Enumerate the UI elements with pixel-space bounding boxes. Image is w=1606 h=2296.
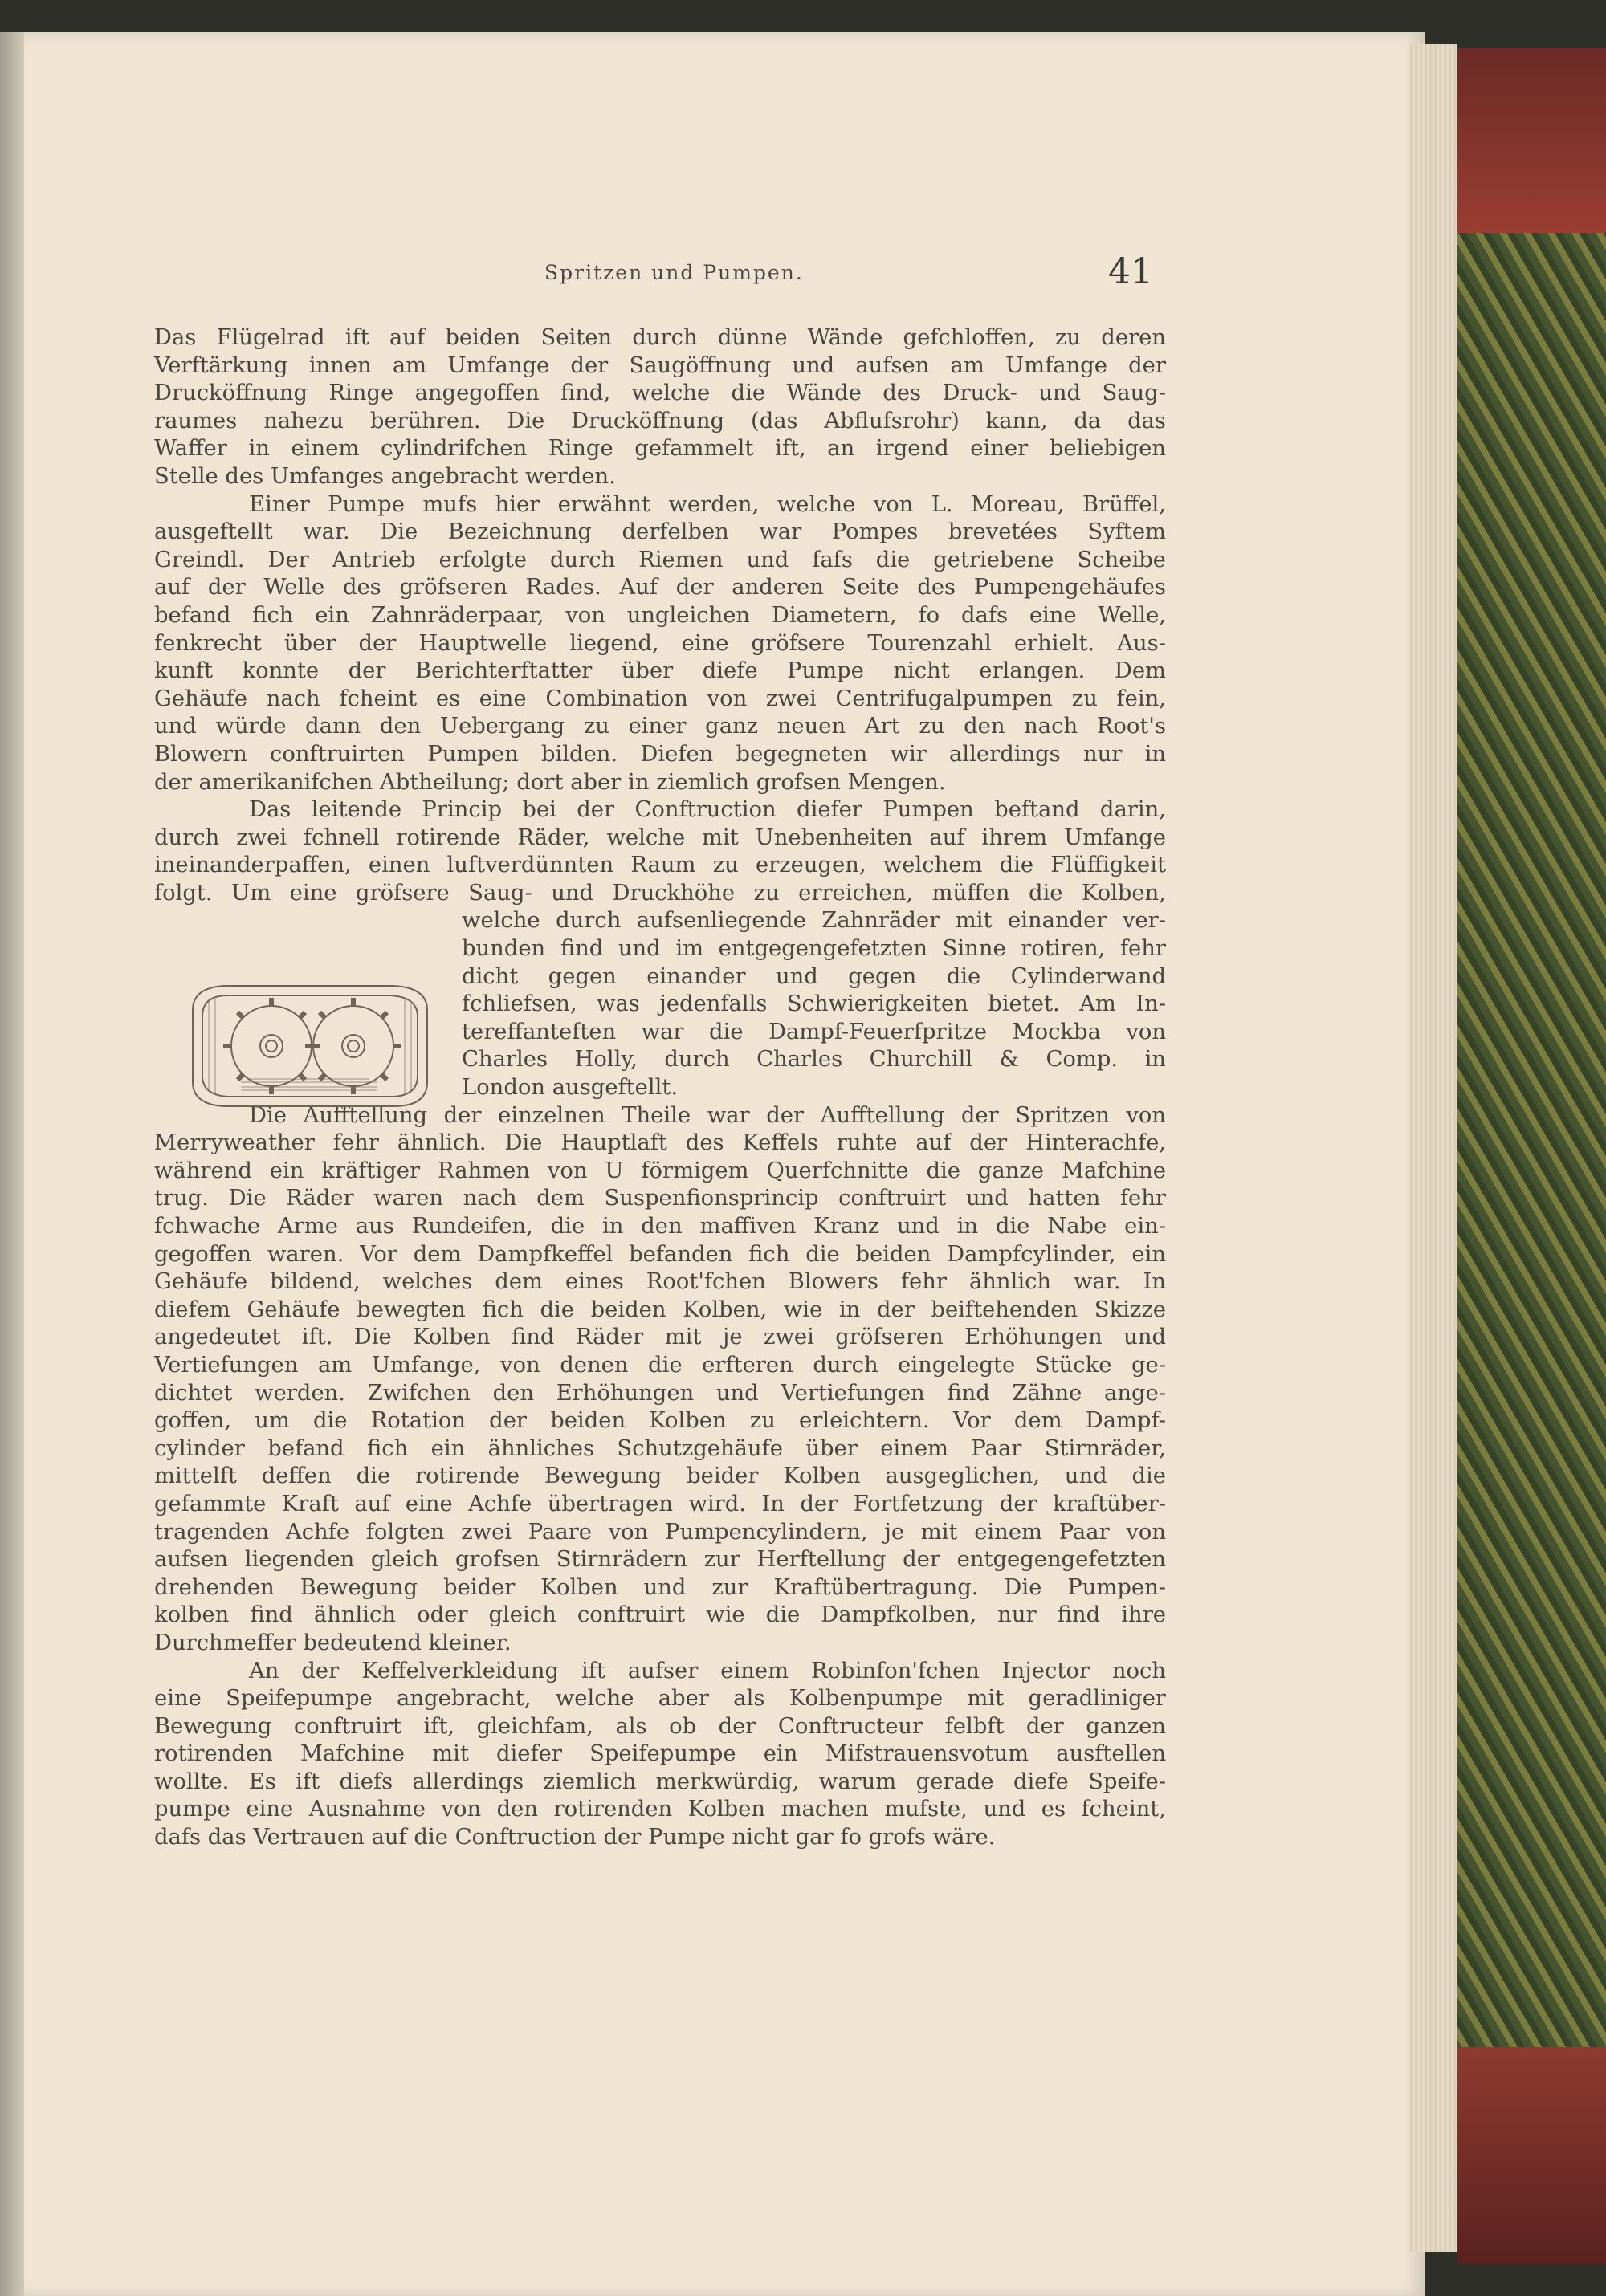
running-head: Spritzen und Pumpen. (544, 261, 804, 284)
text-line: durch zwei fchnell rotirende Räder, welche mit Unebenheiten auf ihrem Umfange (154, 824, 1166, 850)
text-line: und würde dann den Uebergang zu einer ganz neuen Art zu den nach Root's (154, 714, 1166, 739)
text-line: befand fich ein Zahnräderpaar, von ungleichen Diametern, fo dafs eine Welle, (154, 602, 1166, 628)
marbled-cover (1457, 48, 1606, 2264)
text-line: An der Keffelverkleidung ift aufser einem Robinfon'fchen Injector noch (249, 1658, 1166, 1683)
text-line: Gehäufe bildend, welches dem eines Root'fchen Blowers fehr ähnlich war. In (154, 1269, 1166, 1295)
text-line: während ein kräftiger Rahmen von U förmigem Querfchnitte die ganze Mafchine (154, 1158, 1166, 1183)
text-line: aufsen liegenden gleich grofsen Stirnrädern zur Herftellung der entgegengefetzten (154, 1547, 1166, 1573)
text-line: Drucköffnung Ringe angegoffen find, welche die Wände des Druck- und Saug- (154, 381, 1166, 406)
text-line: auf der Welle des gröfseren Rades. Auf der anderen Seite des Pumpengehäufes (154, 575, 1166, 600)
text-line: tragenden Achfe folgten zwei Paare von Pumpencylindern, je mit einem Paar von (154, 1519, 1166, 1545)
text-line: raumes nahezu berühren. Die Drucköffnung (das Abflufsrohr) kann, da das (154, 408, 1166, 434)
text-line: bunden find und im entgegengefetzten Sinne rotiren, fehr (462, 936, 1166, 962)
text-line: wollte. Es ift diefs allerdings ziemlich merkwürdig, warum gerade diefe Speife- (154, 1769, 1166, 1794)
text-line: Die Aufftellung der einzelnen Theile war der Aufftellung der Spritzen von (249, 1102, 1166, 1128)
gear-pump-sketch-icon (177, 978, 442, 1114)
text-line: Merryweather fehr ähnlich. Die Hauptlaft des Keffels ruhte auf der Hinterachfe, (154, 1130, 1166, 1156)
text-line: fchliefsen, was jedenfalls Schwierigkeiten bietet. Am In- (462, 991, 1166, 1017)
text-line: ausgeftellt war. Die Bezeichnung derfelben war Pompes brevetées Syftem (154, 519, 1166, 545)
text-line: Charles Holly, durch Charles Churchill & Comp. in (462, 1047, 1166, 1073)
text-line: dichtet werden. Zwifchen den Erhöhungen und Vertiefungen find Zähne ange- (154, 1380, 1166, 1406)
text-line: drehenden Bewegung beider Kolben und zur Kraftübertragung. Die Pumpen- (154, 1574, 1166, 1600)
text-line: cylinder befand fich ein ähnliches Schutzgehäufe über einem Paar Stirnräder, (154, 1435, 1166, 1461)
text-line: folgt. Um eine gröfsere Saug- und Druckhöhe zu erreichen, müffen die Kolben, (154, 880, 1166, 906)
text-line: Einer Pumpe mufs hier erwähnt werden, welche von L. Moreau, Brüffel, (249, 491, 1166, 517)
text-line: Durchmeffer bedeutend kleiner. (154, 1630, 512, 1655)
page-header (0, 251, 1606, 309)
text-line: Verftärkung innen am Umfange der Saugöffnung und aufsen am Umfange der (154, 352, 1166, 378)
text-line: fenkrecht über der Hauptwelle liegend, eine gröfsere Tourenzahl erhielt. Aus- (154, 630, 1166, 656)
text-line: London ausgeftellt. (462, 1075, 679, 1101)
text-line: gegoffen waren. Vor dem Dampfkeffel befanden fich die beiden Dampfcylinder, ein (154, 1241, 1166, 1267)
text-line: der amerikanifchen Abtheilung; dort aber in ziemlich grofsen Mengen. (154, 769, 946, 795)
text-line: diefem Gehäufe bewegten fich die beiden Kolben, wie in der beiftehenden Skizze (154, 1297, 1166, 1322)
text-line: Bewegung conftruirt ift, gleichfam, als ob der Conftructeur felbft der ganzen (154, 1713, 1166, 1739)
text-line: fchwache Arme aus Rundeifen, die in den maffiven Kranz und in die Nabe ein- (154, 1214, 1166, 1239)
text-line: angedeutet ift. Die Kolben find Räder mit je zwei gröfseren Erhöhungen und (154, 1325, 1166, 1350)
text-line: Blowern conftruirten Pumpen bilden. Diefen begegneten wir allerdings nur in (154, 741, 1166, 767)
text-line: goffen, um die Rotation der beiden Kolben zu erleichtern. Vor dem Dampf- (154, 1408, 1166, 1434)
left-page-edge (0, 32, 27, 2296)
page-number: 41 (1108, 251, 1153, 292)
text-line: welche durch aufsenliegende Zahnräder mit einander ver- (462, 908, 1166, 934)
text-line: pumpe eine Ausnahme von den rotirenden Kolben machen mufste, und es fcheint, (154, 1797, 1166, 1822)
page-fore-edge (1409, 44, 1457, 2252)
text-line: kolben find ähnlich oder gleich conftruirt wie die Dampfkolben, nur find ihre (154, 1602, 1166, 1628)
leather-corner-bottom (1457, 2047, 1606, 2264)
text-line: Vertiefungen am Umfange, von denen die erfteren durch eingelegte Stücke ge- (154, 1352, 1166, 1378)
text-line: rotirenden Mafchine mit diefer Speifepumpe ein Mifstrauensvotum ausftellen (154, 1741, 1166, 1767)
text-line: gefammte Kraft auf eine Achfe übertragen wird. In der Fortfetzung der kraftüber- (154, 1491, 1166, 1516)
text-line: Stelle des Umfanges angebracht werden. (154, 463, 616, 489)
text-line: ineinanderpaffen, einen luftverdünnten Raum zu erzeugen, welchem die Flüffigkeit (154, 853, 1166, 878)
text-line: Das leitende Princip bei der Conftruction diefer Pumpen beftand darin, (249, 797, 1166, 823)
text-line: Gehäufe nach fcheint es eine Combination von zwei Centrifugalpumpen zu fein, (154, 686, 1166, 711)
text-line: kunft konnte der Berichterftatter über diefe Pumpe nicht erlangen. Dem (154, 658, 1166, 684)
text-line: tereffanteften war die Dampf-Feuerfpritze Mockba von (462, 1019, 1166, 1044)
leather-corner-top (1457, 48, 1606, 233)
text-line: Greindl. Der Antrieb erfolgte durch Riemen und fafs die getriebene Scheibe (154, 547, 1166, 572)
text-line: dafs das Vertrauen auf die Conftruction der Pumpe nicht gar fo grofs wäre. (154, 1825, 996, 1850)
text-line: eine Speifepumpe angebracht, welche aber als Kolbenpumpe mit geradliniger (154, 1686, 1166, 1712)
text-line: Waffer in einem cylindrifchen Ringe gefammelt ift, an irgend einer beliebigen (154, 436, 1166, 462)
text-line: trug. Die Räder waren nach dem Suspenfionsprincip conftruirt und hatten fehr (154, 1186, 1166, 1211)
text-line: Das Flügelrad ift auf beiden Seiten durch dünne Wände gefchloffen, zu deren (154, 325, 1166, 350)
text-line: dicht gegen einander und gegen die Cylinderwand (462, 963, 1166, 989)
text-line: mittelft deffen die rotirende Bewegung beider Kolben ausgeglichen, und die (154, 1463, 1166, 1489)
